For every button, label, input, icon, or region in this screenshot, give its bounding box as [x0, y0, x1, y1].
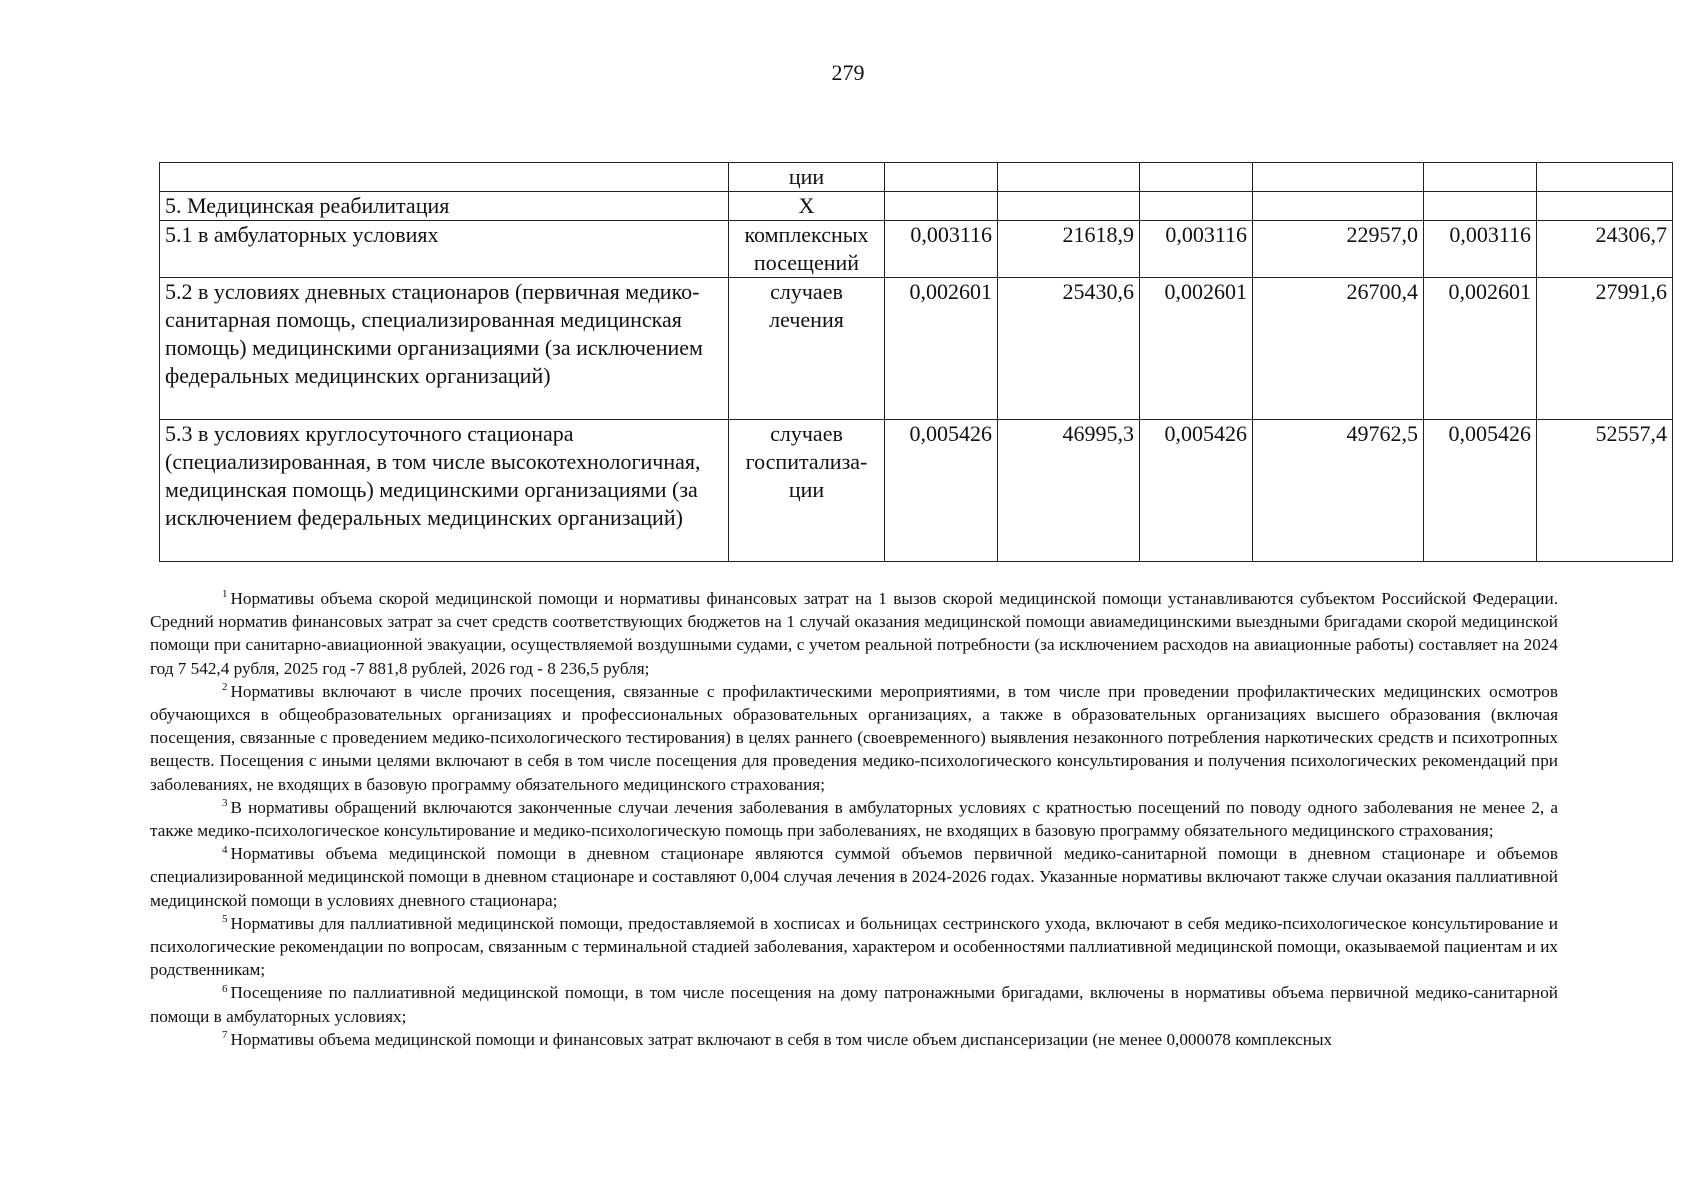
table-row [160, 163, 1673, 192]
row-value [1140, 192, 1253, 221]
footnote-text: Посещенияе по паллиативной медицинской помощи, в том числе посещения на дому патронажными бригадами, включены в нормативы объема первичной медико-санитарной помощи в амбулаторных условиях; [150, 983, 1558, 1026]
row-value [1424, 163, 1537, 192]
row-value: 46995,3 [998, 420, 1140, 562]
row-name: 5. Медицинская реабилитация [160, 192, 729, 221]
row-unit: случаев лечения [729, 278, 885, 420]
table-row [160, 420, 1673, 562]
footnote-text: Нормативы для паллиативной медицинской помощи, предоставляемой в хосписах и больницах сестринского ухода, включают в себя медико-психологическое консультирование и психологические рекомендации по вопросам, связанным с терминальной стадией заболевания, характером и особенностями паллиативной медицинской помощи, оказываемой пациентам и их родственникам; [150, 913, 1558, 980]
footnote-mark: 5 [222, 913, 228, 926]
footnote-text: В нормативы обращений включаются законченные случаи лечения заболевания в амбулаторных условиях с кратностью посещений по поводу одного заболевания не менее 2, а также медико-психологическое консультирование и медико-психологическую помощь при заболеваниях, не входящих в базовую программу обязательного медицинского страхования; [150, 797, 1558, 841]
row-value: 21618,9 [998, 221, 1140, 278]
footnote [150, 1028, 1558, 1051]
row-value [998, 163, 1140, 192]
footnote-mark: 2 [222, 681, 228, 694]
footnote [150, 680, 1558, 796]
row-value [998, 192, 1140, 221]
row-value: 0,003116 [1424, 221, 1537, 278]
footnotes [150, 587, 1558, 1051]
row-name [160, 163, 729, 192]
row-unit: случаев госпитализа-ции [729, 420, 885, 562]
row-value [1140, 163, 1253, 192]
footnote [150, 912, 1558, 982]
footnote-mark: 1 [222, 588, 228, 601]
row-value: 0,002601 [1424, 278, 1537, 420]
row-value: 52557,4 [1537, 420, 1673, 562]
footnote-mark: 7 [222, 1029, 228, 1042]
row-value: 0,005426 [1424, 420, 1537, 562]
row-value [1424, 192, 1537, 221]
row-value: 0,005426 [885, 420, 998, 562]
row-value [885, 192, 998, 221]
norms-table [159, 162, 1673, 562]
row-value: 22957,0 [1253, 221, 1424, 278]
table-row [160, 221, 1673, 278]
footnote-text: Нормативы объема медицинской помощи и финансовых затрат включают в себя в том числе объем диспансеризации (не менее 0,000078 комплексных [230, 1029, 1333, 1049]
row-name: 5.2 в условиях дневных стационаров (первичная медико-санитарная помощь, специализированная медицинская помощь) медицинскими организациями (за исключением федеральных медицинских организаций) [160, 278, 729, 420]
footnote-mark: 6 [222, 982, 228, 995]
footnote [150, 981, 1558, 1027]
row-value [1537, 192, 1673, 221]
row-value [1537, 163, 1673, 192]
row-value: 24306,7 [1537, 221, 1673, 278]
row-value: 0,002601 [1140, 278, 1253, 420]
row-unit: ции [729, 163, 885, 192]
page-number: 279 [831, 60, 865, 85]
row-unit: комплексных посещений [729, 221, 885, 278]
row-name: 5.1 в амбулаторных условиях [160, 221, 729, 278]
footnote [150, 587, 1558, 680]
footnote-mark: 3 [222, 797, 228, 810]
row-value [1253, 192, 1424, 221]
footnote [150, 842, 1558, 912]
row-name: 5.3 в условиях круглосуточного стационара (специализированная, в том числе высокотехнологичная, медицинская помощь) медицинскими организациями (за исключением федеральных медицинских организаций) [160, 420, 729, 562]
row-value: 26700,4 [1253, 278, 1424, 420]
table-row [160, 278, 1673, 420]
row-value [885, 163, 998, 192]
row-value: 0,003116 [1140, 221, 1253, 278]
table-row [160, 192, 1673, 221]
row-value: 27991,6 [1537, 278, 1673, 420]
row-value: 49762,5 [1253, 420, 1424, 562]
row-value: 0,005426 [1140, 420, 1253, 562]
footnote-text: Нормативы объема скорой медицинской помощи и нормативы финансовых затрат на 1 вызов скорой медицинской помощи устанавливаются субъектом Российской Федерации. Средний норматив финансовых затрат за счет средств соответствующих бюджетов на 1 случай оказания медицинской помощи авиамедицинскими выездными бригадами скорой медицинской помощи при санитарно-авиационной эвакуации, осуществляемой воздушными судами, с учетом реальной потребности (за исключением расходов на авиационные работы) составляет на 2024 год 7 542,4 рубля, 2025 год -7 881,8 рублей, 2026 год - 8 236,5 рубля; [150, 589, 1558, 678]
footnote-mark: 4 [222, 843, 228, 856]
row-value: 0,002601 [885, 278, 998, 420]
footnote [150, 796, 1558, 842]
row-value: 25430,6 [998, 278, 1140, 420]
footnote-text: Нормативы объема медицинской помощи в дневном стационаре являются суммой объемов первичной медико-санитарной помощи в дневном стационаре и объемов специализированной медицинской помощи в дневном стационаре и составляют 0,004 случая лечения в 2024-2026 годах. Указанные нормативы включают также случаи оказания паллиативной медицинской помощи в условиях дневного стационара; [150, 844, 1558, 910]
row-value [1253, 163, 1424, 192]
row-value: 0,003116 [885, 221, 998, 278]
row-unit: Х [729, 192, 885, 221]
footnote-text: Нормативы включают в числе прочих посещения, связанные с профилактическими мероприятиями, в том числе при проведении профилактических медицинских осмотров обучающихся в общеобразовательных организациях и профессиональных образовательных организациях, а также в образовательных организациях высшего образования (включая посещения, связанные с проведением медико-психологического тестирования) в целях раннего (своевременного) выявления незаконного потребления наркотических средств и психотропных веществ. Посещения с иными целями включают в себя в том числе посещения для проведения медико-психологического консультирования и получения психологических рекомендаций при заболеваниях, не входящих в базовую программу обязательного медицинского страхования; [150, 681, 1558, 794]
